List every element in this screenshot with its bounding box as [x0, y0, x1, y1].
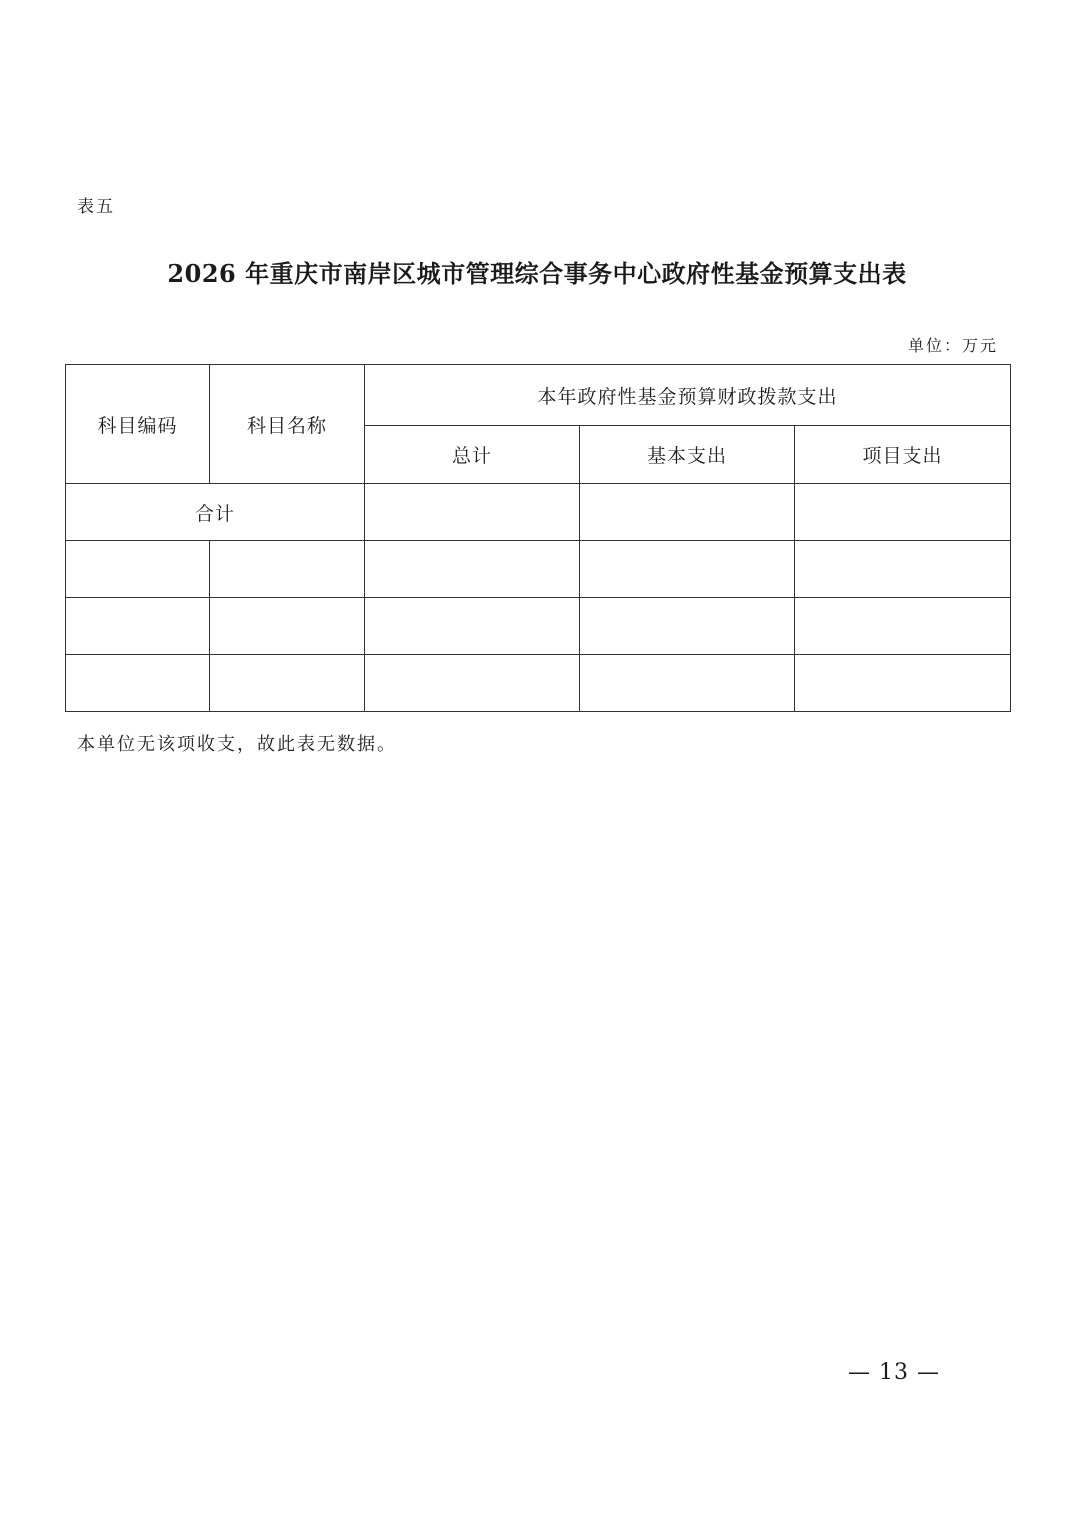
project-cell	[795, 484, 1011, 541]
header-total: 总计	[365, 426, 580, 484]
total-cell	[365, 655, 580, 712]
name-cell	[210, 541, 365, 598]
table-row	[66, 598, 1011, 655]
unit-label: 单位：万元	[907, 336, 998, 355]
header-group: 本年政府性基金预算财政拨款支出	[365, 365, 1011, 426]
code-cell	[66, 655, 210, 712]
project-cell	[795, 541, 1011, 598]
name-cell	[210, 598, 365, 655]
table-header-row	[66, 365, 1011, 426]
total-label: 合计	[66, 484, 365, 541]
basic-cell	[580, 598, 795, 655]
name-cell	[210, 655, 365, 712]
page-title: 2026 年重庆市南岸区城市管理综合事务中心政府性基金预算支出表	[167, 259, 907, 288]
total-cell	[365, 598, 580, 655]
header-subject-code: 科目编码	[66, 365, 210, 484]
header-project: 项目支出	[795, 426, 1011, 484]
table-row	[66, 655, 1011, 712]
table-total-row	[66, 484, 1011, 541]
header-basic: 基本支出	[580, 426, 795, 484]
budget-table	[65, 364, 1011, 712]
code-cell	[66, 598, 210, 655]
page-number: — 13 —	[848, 1360, 940, 1385]
total-cell	[365, 541, 580, 598]
table-label: 表五	[77, 197, 115, 217]
basic-cell	[580, 484, 795, 541]
project-cell	[795, 598, 1011, 655]
total-cell	[365, 484, 580, 541]
table-row	[66, 541, 1011, 598]
header-subject-name: 科目名称	[210, 365, 365, 484]
basic-cell	[580, 655, 795, 712]
project-cell	[795, 655, 1011, 712]
no-data-note: 本单位无该项收支，故此表无数据。	[77, 734, 397, 755]
code-cell	[66, 541, 210, 598]
basic-cell	[580, 541, 795, 598]
